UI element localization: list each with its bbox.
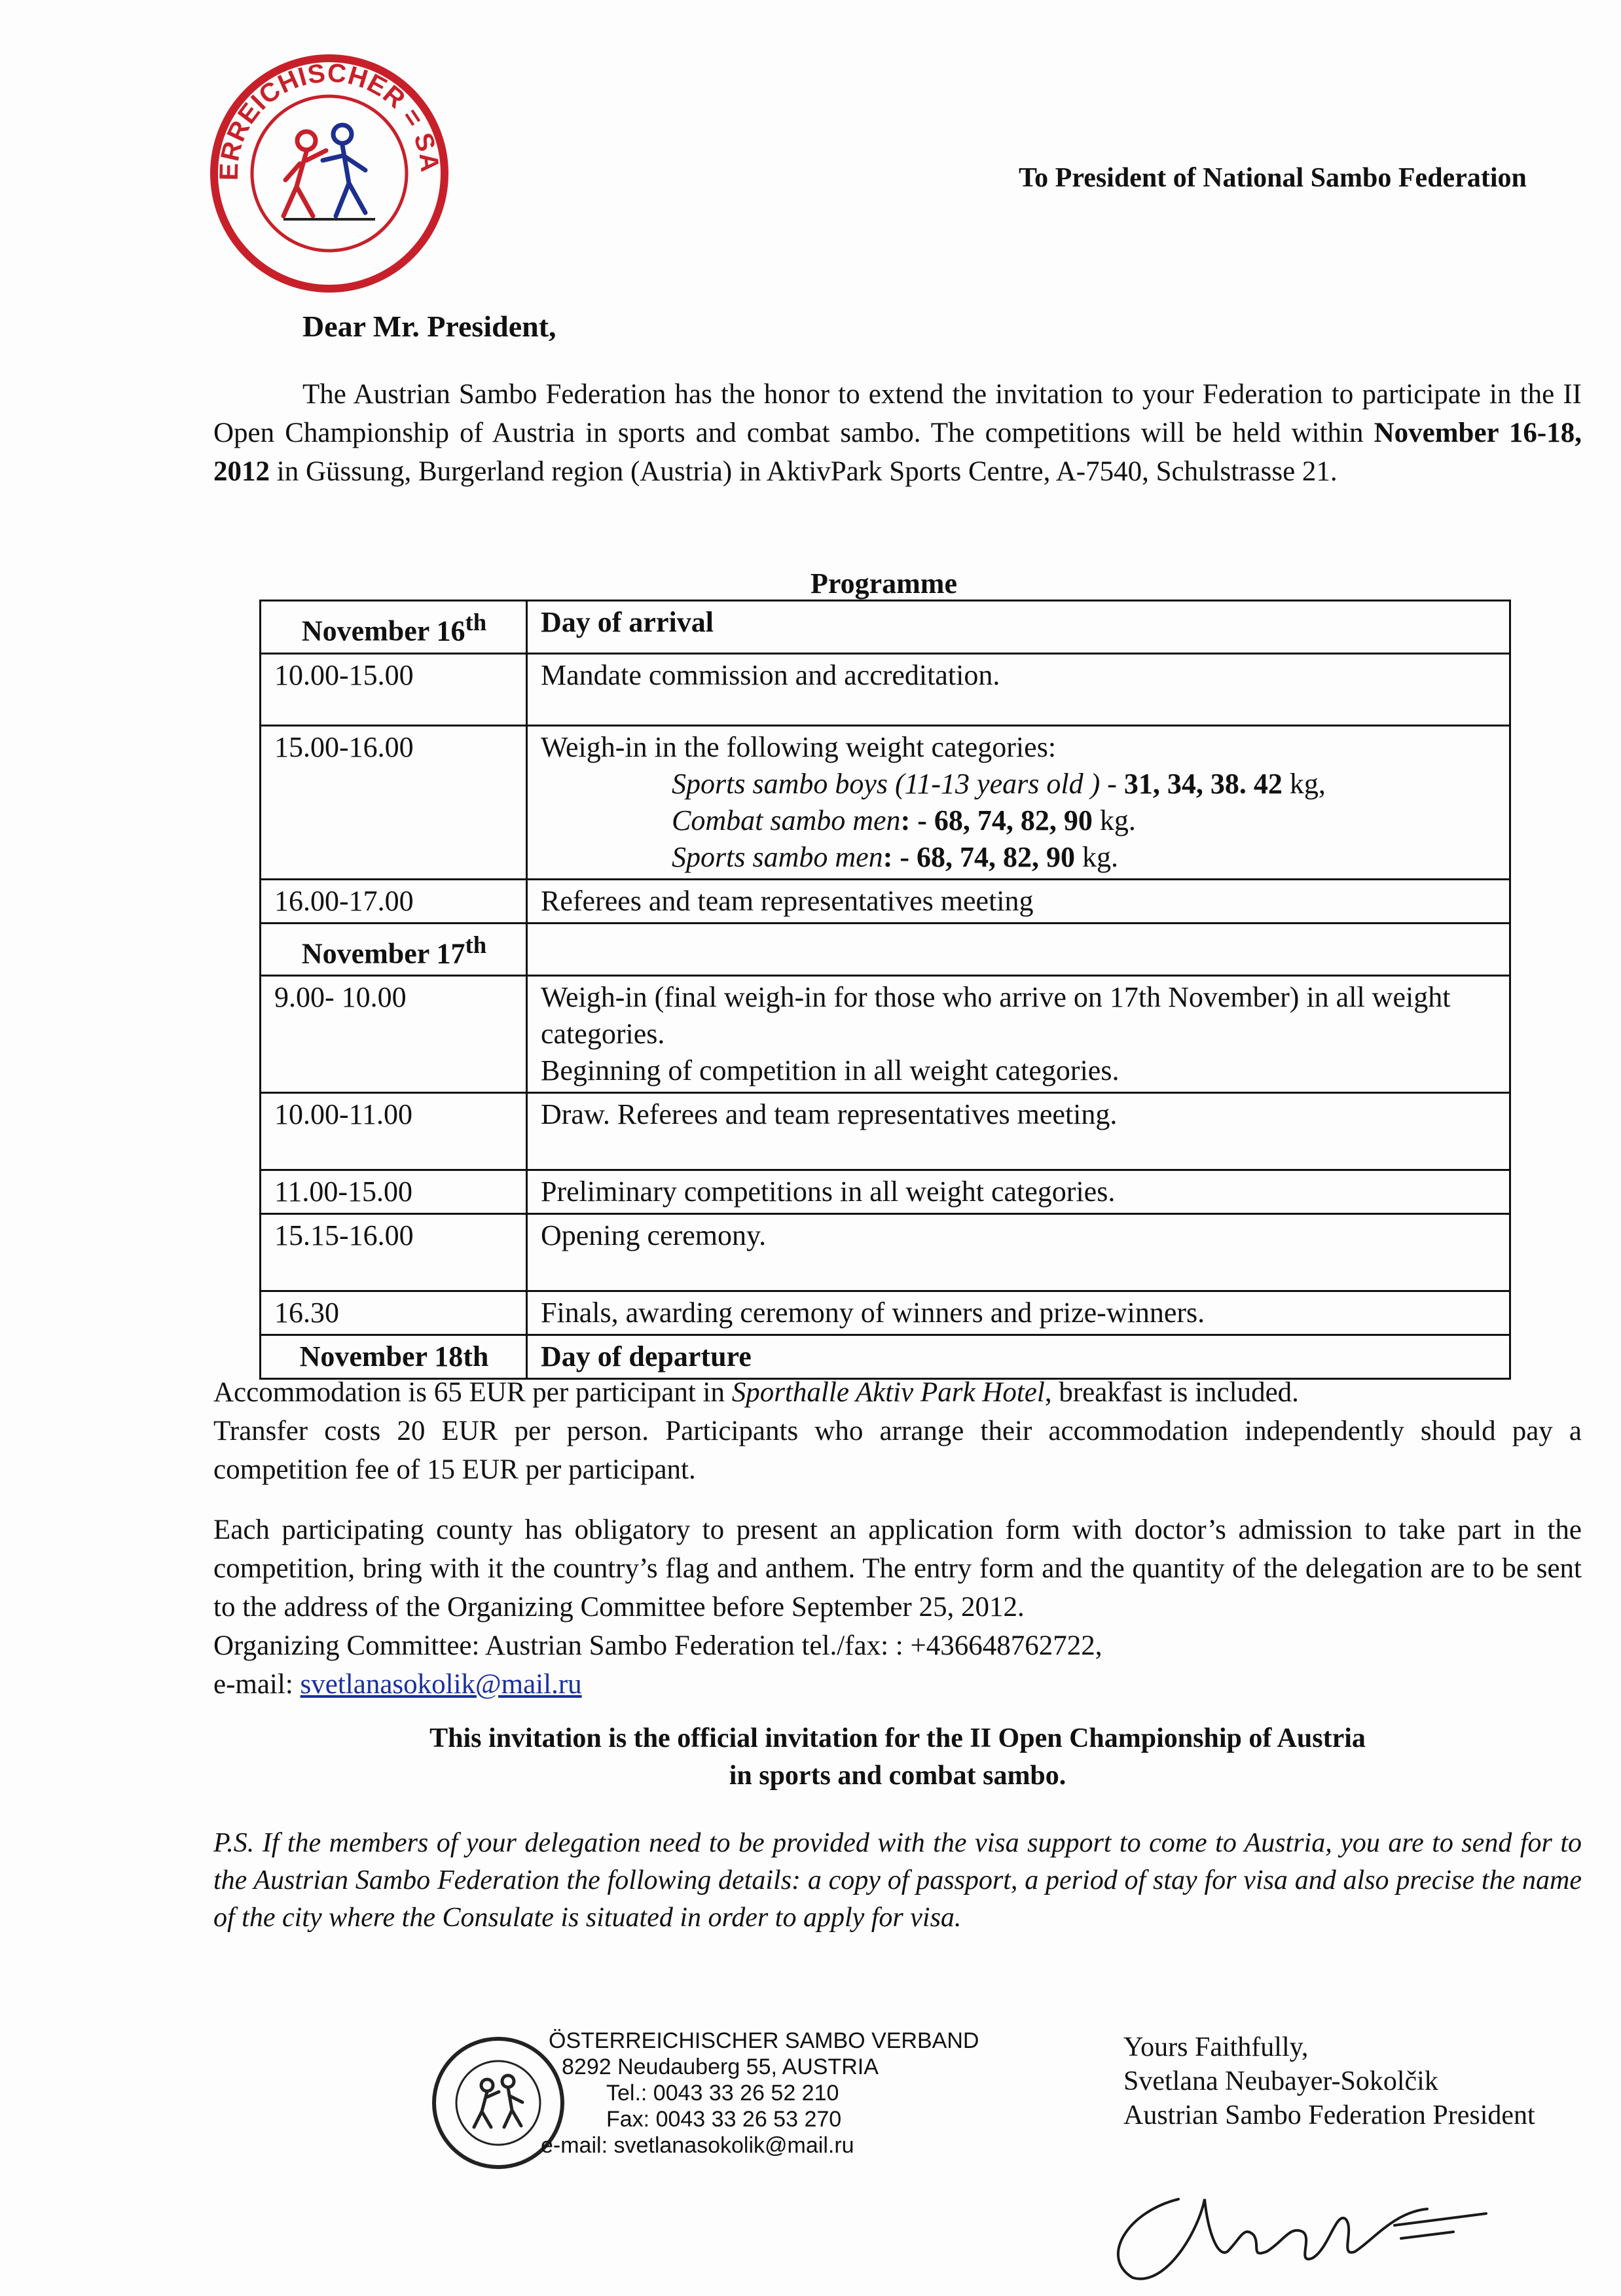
day-row: November 17th <box>261 923 1510 976</box>
federation-logo <box>208 52 450 295</box>
table-row: 9.00- 10.00 Weigh-in (final weigh-in for those who arrive on 17th November) in all weight categories. Beginning of competition in all weight categories. <box>261 976 1510 1093</box>
salutation: Dear Mr. President, <box>302 310 556 343</box>
day-row: November 16th Day of arrival <box>261 601 1510 654</box>
weight-category: Sports sambo men: - 68, 74, 82, 90 kg. <box>672 840 1118 873</box>
stamp-email: e-mail: svetlanasokolik@mail.ru <box>541 2133 854 2158</box>
stamp-fax: Fax: 0043 33 26 53 270 <box>606 2107 842 2132</box>
stamp-address: 8292 Neudauberg 55, AUSTRIA <box>562 2054 879 2079</box>
table-row: 16.00-17.00 Referees and team representatives meeting <box>261 879 1510 923</box>
table-row: 10.00-11.00 Draw. Referees and team representatives meeting. <box>261 1093 1510 1170</box>
table-row: 15.15-16.00 Opening ceremony. <box>261 1214 1510 1291</box>
closing-block <box>1123 2030 1535 2132</box>
table-row: 11.00-15.00 Preliminary competitions in all weight categories. <box>261 1170 1510 1214</box>
signer-title: Austrian Sambo Federation President <box>1123 2100 1535 2130</box>
stamp-org: ÖSTERREICHISCHER SAMBO VERBAND <box>549 2028 979 2053</box>
intro-paragraph: The Austrian Sambo Federation has the honor to extend the invitation to your Federation to participate in the II Open Championship of Austria in sports and combat sambo. The competitions will be held within November 16-18, 2012 in Güssung, Burgerland region (Austria) in AktivPark Sports Centre, A-7540, Schulstrasse 21. <box>213 379 1582 487</box>
day-row: November 18th Day of departure <box>261 1335 1510 1379</box>
application-paragraph: Each participating county has obligatory to present an application form with doctor’s admission to take part in the competition, bring with it the country’s flag and anthem. The entry form and the quantity of the delegation are to be sent to the address of the Organizing Committee before September 25, 2012. Organizing Committee: Austrian Sambo Federation tel./fax: : +436648762722, e-mail: svetlanasokolik@mail.ru <box>213 1515 1582 1700</box>
official-invitation-note: This invitation is the official invitation for the II Open Championship of Austria in sports and combat sambo. <box>429 1723 1366 1791</box>
logo-arc-text-top: ERREICHISCHER = SA <box>214 58 445 181</box>
programme-title: Programme <box>810 567 957 600</box>
hotel-name: Sporthalle Aktiv Park Hotel <box>731 1377 1045 1408</box>
handwritten-signature <box>1087 2173 1493 2291</box>
signer-name: Svetlana Neubayer-Sokolčik <box>1123 2066 1438 2096</box>
weight-category: Combat sambo men: - 68, 74, 82, 90 kg. <box>672 804 1136 836</box>
event-dates: November 16-18, 2012 <box>213 418 1582 487</box>
programme-table <box>259 600 1511 1380</box>
weight-category: Sports sambo boys (11-13 years old ) - 31, 34, 38. 42 kg, <box>672 767 1326 800</box>
table-row: 10.00-15.00 Mandate commission and accreditation. <box>261 653 1510 725</box>
accommodation-paragraph: Accommodation is 65 EUR per participant in Sporthalle Aktiv Park Hotel, breakfast is included. Transfer costs 20 EUR per person. Participants who arrange their accommodation independently should pay a competition fee of 15 EUR per participant. <box>213 1377 1582 1485</box>
recipient-line: To President of National Sambo Federation <box>1019 163 1527 193</box>
email-link[interactable]: svetlanasokolik@mail.ru <box>300 1669 582 1700</box>
closing-greeting: Yours Faithfully, <box>1123 2032 1309 2062</box>
postscript: P.S. If the members of your delegation need to be provided with the visa support to come to Austria, you are to send for to the Austrian Sambo Federation the following details: a copy of passport, a period of stay for visa and also precise the name of the city where the Consulate is situated in order to apply for visa. <box>213 1828 1582 1933</box>
federation-stamp <box>429 2028 1038 2178</box>
table-row: 15.00-16.00 Weigh-in in the following weight categories: Sports sambo boys (11-13 years old ) - 31, 34, 38. 42 kg, Combat sambo men: - 68, 74, 82, 90 kg. Sports sambo men: - 68, 74, 82, 90 kg. <box>261 725 1510 879</box>
table-row: 16.30 Finals, awarding ceremony of winners and prize-winners. <box>261 1291 1510 1335</box>
stamp-tel: Tel.: 0043 33 26 52 210 <box>606 2081 839 2106</box>
stamp-text <box>541 2028 1038 2159</box>
